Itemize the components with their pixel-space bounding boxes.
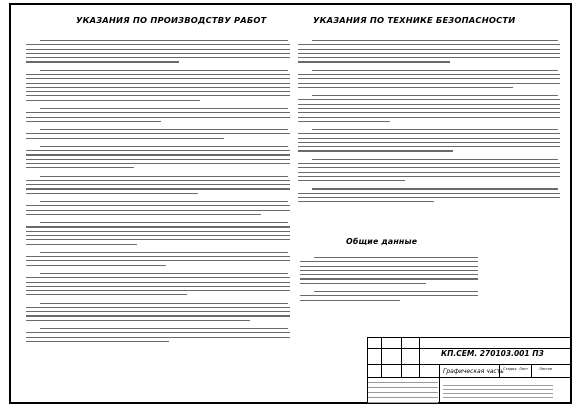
text-line [312, 159, 558, 160]
drawing-code: КП.СЕМ. 270103.001 ПЗ [441, 349, 544, 358]
text-line [300, 283, 426, 284]
text-line [40, 108, 288, 109]
text-line [300, 278, 478, 279]
work-instructions-heading: УКАЗАНИЯ ПО ПРОИЗВОДСТВУ РАБОТ [76, 15, 267, 25]
text-line [40, 40, 288, 41]
text-line [26, 231, 290, 232]
text-line [26, 311, 290, 312]
text-line [26, 332, 290, 333]
text-line [298, 108, 560, 109]
text-line [298, 163, 560, 164]
text-line [298, 99, 560, 100]
text-line [40, 222, 288, 223]
sheets-label: Листов [539, 367, 553, 371]
text-line [298, 167, 560, 168]
text-line [26, 214, 261, 215]
text-line [300, 274, 478, 275]
text-line [26, 277, 290, 278]
text-line [26, 226, 290, 227]
text-line [26, 290, 290, 291]
text-line [314, 257, 478, 258]
text-line [26, 167, 134, 168]
text-line [298, 61, 450, 62]
text-line [298, 133, 560, 134]
text-line [26, 150, 290, 151]
text-line [298, 74, 560, 75]
text-line [26, 256, 290, 257]
text-line [298, 87, 513, 88]
text-line [40, 129, 288, 130]
text-line [26, 307, 290, 308]
text-line [298, 117, 560, 118]
text-line [312, 40, 558, 41]
text-line [298, 172, 560, 173]
text-line [26, 121, 161, 122]
text-line [26, 83, 290, 84]
text-line [40, 252, 288, 253]
text-line [26, 337, 290, 338]
text-line [40, 146, 288, 147]
text-line [26, 159, 290, 160]
safety-instructions-heading: УКАЗАНИЯ ПО ТЕХНИКЕ БЕЗОПАСНОСТИ [313, 15, 516, 25]
general-data-text [300, 257, 478, 317]
text-line [298, 57, 560, 58]
text-line [26, 265, 166, 266]
text-line [40, 70, 288, 71]
text-line [314, 291, 478, 292]
text-line [298, 180, 405, 181]
text-line [26, 163, 290, 164]
text-line [298, 49, 560, 50]
text-line [26, 320, 250, 321]
text-line [26, 78, 290, 79]
text-line [26, 184, 290, 185]
text-line [298, 197, 560, 198]
text-line [26, 210, 290, 211]
text-line [300, 261, 478, 262]
text-line [26, 205, 290, 206]
text-line [26, 112, 290, 113]
text-line [312, 129, 558, 130]
organisation-text [443, 382, 553, 398]
text-line [26, 294, 187, 295]
text-line [298, 176, 560, 177]
text-line [298, 201, 434, 202]
text-line [26, 44, 290, 45]
text-line [298, 146, 560, 147]
text-line [312, 95, 558, 96]
text-line [298, 83, 560, 84]
text-line [26, 49, 290, 50]
title-block-rows [368, 378, 438, 403]
text-line [40, 176, 288, 177]
text-line [26, 133, 290, 134]
text-line [26, 239, 290, 240]
text-line [298, 142, 560, 143]
text-line [26, 286, 290, 287]
text-line [26, 244, 137, 245]
text-line [26, 100, 200, 101]
text-line [26, 188, 290, 189]
sheet-title: Графическая часть [443, 368, 504, 375]
text-line [26, 154, 290, 155]
text-line [40, 328, 288, 329]
text-line [26, 87, 290, 88]
text-line [298, 121, 390, 122]
stage-label: Стадия [503, 367, 517, 371]
text-line [298, 53, 560, 54]
text-line [300, 266, 478, 267]
safety-instructions-text [298, 40, 560, 230]
text-line [298, 112, 560, 113]
text-line [26, 57, 290, 58]
title-block [291, 337, 572, 404]
text-line [26, 260, 290, 261]
work-instructions-text [26, 40, 290, 365]
text-line [26, 282, 290, 283]
text-line [26, 91, 290, 92]
text-line [40, 201, 288, 202]
text-line [300, 295, 478, 296]
text-line [26, 341, 169, 342]
text-line [26, 61, 179, 62]
text-line [298, 150, 453, 151]
sheet-label: Лист [519, 367, 528, 371]
text-line [40, 273, 288, 274]
text-line [300, 270, 478, 271]
text-line [26, 53, 290, 54]
text-line [26, 180, 290, 181]
text-line [298, 138, 560, 139]
text-line [26, 117, 290, 118]
text-line [26, 235, 290, 236]
text-line [26, 95, 290, 96]
text-line [26, 74, 290, 75]
text-line [300, 300, 400, 301]
text-line [298, 44, 560, 45]
text-line [40, 303, 288, 304]
general-data-heading: Общие данные [346, 237, 418, 246]
text-line [312, 70, 558, 71]
text-line [26, 193, 198, 194]
text-line [298, 193, 560, 194]
text-line [26, 138, 224, 139]
text-line [298, 104, 560, 105]
text-line [298, 78, 560, 79]
text-line [312, 188, 558, 189]
text-line [26, 315, 290, 316]
